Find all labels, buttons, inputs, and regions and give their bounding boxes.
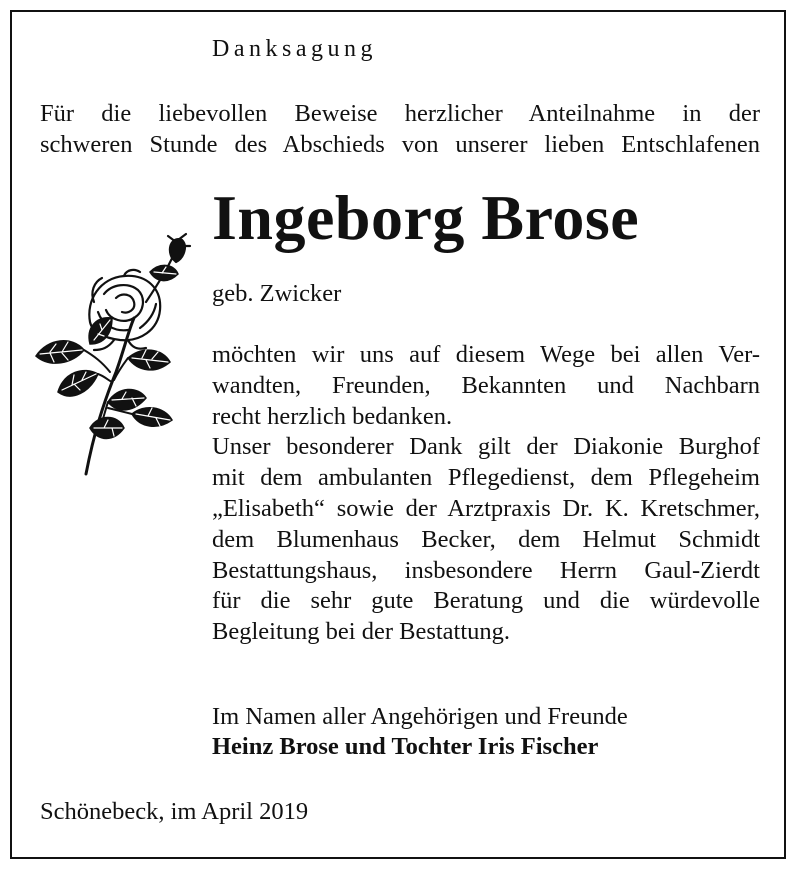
body-line: wandten, Freunden, Bekannten und Nachbarn <box>212 371 760 399</box>
body-line: „Elisabeth“ sowie der Arztpraxis Dr. K. Kretschmer, <box>212 494 760 522</box>
birth-name: geb. Zwicker <box>212 280 342 307</box>
thanks-body <box>212 340 760 648</box>
body-line: Bestattungshaus, insbesondere Herrn Gaul-Zierdt <box>212 556 760 584</box>
body-line: dem Blumenhaus Becker, dem Helmut Schmidt <box>212 525 760 553</box>
intro-line: Für die liebevollen Beweise herzlicher Anteilnahme in der <box>40 100 760 127</box>
deceased-name: Ingeborg Brose <box>212 182 640 253</box>
body-line: mit dem ambulanten Pflegedienst, dem Pflegeheim <box>212 464 760 492</box>
body-line: für die sehr gute Beratung und die würdevolle <box>212 587 760 615</box>
body-line: möchten wir uns auf diesem Wege bei allen Ver- <box>212 341 760 368</box>
rose-icon <box>28 232 198 480</box>
body-line: recht herzlich bedanken. <box>212 402 453 430</box>
place-date: Schönebeck, im April 2019 <box>40 798 309 825</box>
body-line: Begleitung bei der Bestattung. <box>212 618 511 646</box>
notice-heading: Danksagung <box>212 36 377 62</box>
intro-text <box>40 98 760 160</box>
body-line: Unser besonderer Dank gilt der Diakonie Burghof <box>212 433 760 461</box>
intro-line: schweren Stunde des Abschieds von unserer lieben Entschlafenen <box>40 131 760 158</box>
signature: Heinz Brose und Tochter Iris Fischer <box>212 733 599 760</box>
closing-line: Im Namen aller Angehörigen und Freunde <box>212 703 628 730</box>
